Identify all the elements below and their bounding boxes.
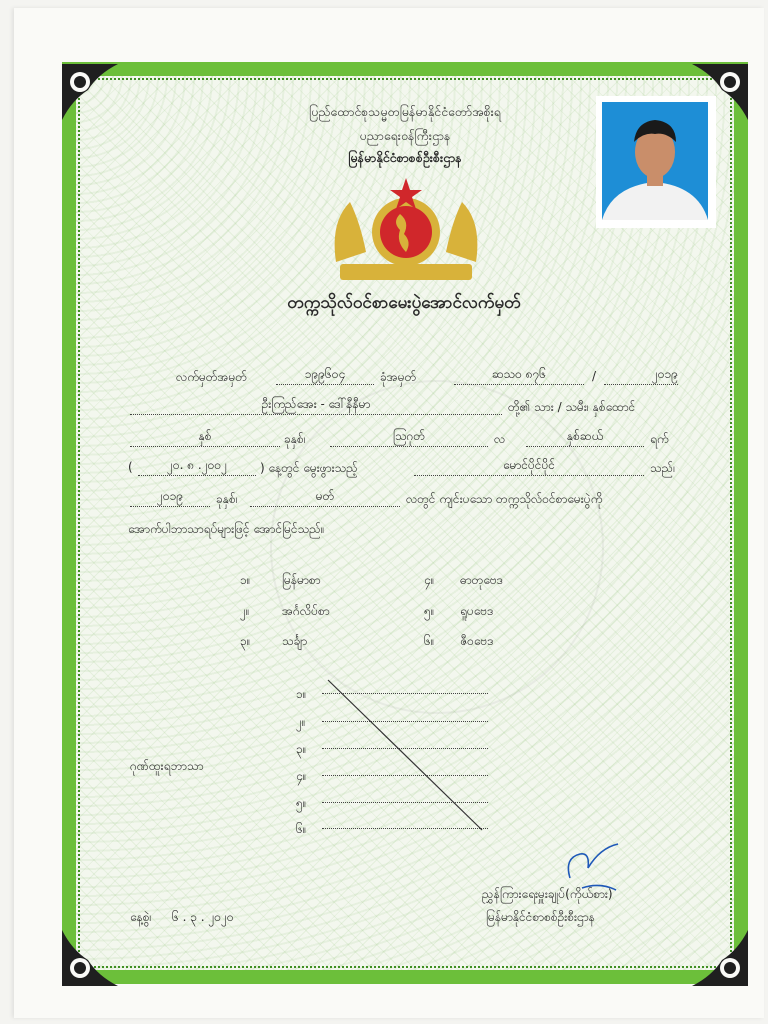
header-government: ပြည်ထောင်စုသမ္မတမြန်မာနိုင်ငံတော်အစိုးရ [309,104,501,119]
subject-number: ၂။ [240,604,250,618]
subject-name: ရူပဗေဒ [460,604,494,618]
birth-day-suffix: ရက် [650,432,669,446]
date-of-birth-value: ၂၀. ၈ .၂၀၀၂ [138,457,256,476]
subject-number: ၅။ [424,604,435,618]
subject-name: အင်္ဂလိပ်စာ [282,604,330,618]
paren-open: ( [128,460,133,474]
exam-held-month: မတ် [250,488,400,507]
roll-number-label: ခုံအမှတ် [380,370,417,384]
subject-name: သင်္ချာ [282,634,308,648]
subject-number: ၆။ [424,634,435,648]
signer-department: မြန်မာနိုင်ငံစာစစ်ဦးစီးဌာန [486,910,595,924]
birth-year-word: နှစ် [130,428,280,447]
signer-title: ညွှန်ကြားရေးမှူးချုပ်(ကိုယ်စား) [482,887,613,901]
subject-number: ၄။ [424,573,435,587]
corner-ornament-icon [682,920,752,990]
candidate-photo [596,96,716,228]
subject-number: ၃။ [240,634,251,648]
exam-year-suffix: ခုနှစ်၊ [216,492,238,506]
date-label: နေ့စွဲ၊ [130,910,152,924]
candidate-suffix: သည်၊ [650,461,676,475]
cert-number-label: လက်မှတ်အမှတ် [176,370,248,384]
cancel-strike-line [320,676,490,836]
cert-number-value: ၁၉၉၆၀၄ [276,366,374,385]
slash-separator: / [592,369,597,383]
header-ministry: ပညာရေးဝန်ကြီးဌာန [359,128,451,143]
subject-name: ဇီဝဗေဒ [460,634,494,648]
birth-month-suffix: လ [494,432,506,446]
distinction-label: ဂုဏ်ထူးရဘာသာ [130,759,204,773]
state-emblem-icon [330,172,482,288]
exam-text: လတွင် ကျင်းပသော တက္ကသိုလ်ဝင်စာမေးပွဲကို [406,492,603,506]
born-text: ) နေ့တွင် မွေးဖွားသည့် [260,461,358,475]
son-daughter-text: တို့၏ သား / သမီး၊ နှစ်ထောင် [508,400,636,414]
candidate-name-value: မောင်ပိုင်ပိုင် [414,457,644,476]
birth-month-value: ဩဂုတ် [330,428,488,447]
distinction-row-number: ၄။ [296,769,307,783]
certificate-title: တက္ကသိုလ်ဝင်စာမေးပွဲအောင်လက်မှတ် [287,293,521,313]
exam-year-value: ၂၀၁၉ [604,366,678,385]
corner-ornament-icon [58,920,128,990]
parents-name-value: ဦးကြည်အေး - ဒေါ်နီနီမာ [130,396,502,415]
corner-ornament-icon [58,60,128,130]
distinction-row-number: ၂။ [296,715,306,729]
issue-date-value: ၆ . ၃ . ၂၀၂၀ [172,910,234,924]
subject-name: ဓာတုဗေဒ [460,573,503,587]
distinction-row-number: ၃။ [296,742,307,756]
header-department: မြန်မာနိုင်ငံစာစစ်ဦးစီးဌာန [348,150,462,165]
roll-number-value: ဆသဝ ၈၇၆ [454,366,584,385]
subject-name: မြန်မာစာ [282,573,321,587]
pass-statement: အောက်ပါဘာသာရပ်များဖြင့် အောင်မြင်သည်။ [128,522,325,536]
birth-year-suffix: ခုနှစ်၊ [284,432,306,446]
subject-number: ၁။ [240,573,251,587]
exam-held-year: ၂၀၁၉ [130,488,210,507]
birth-day-value: နှစ်ဆယ် [526,428,644,447]
distinction-row-number: ၅။ [296,796,307,810]
distinction-row-number: ၆။ [296,822,307,836]
distinction-row-number: ၁။ [296,687,307,701]
